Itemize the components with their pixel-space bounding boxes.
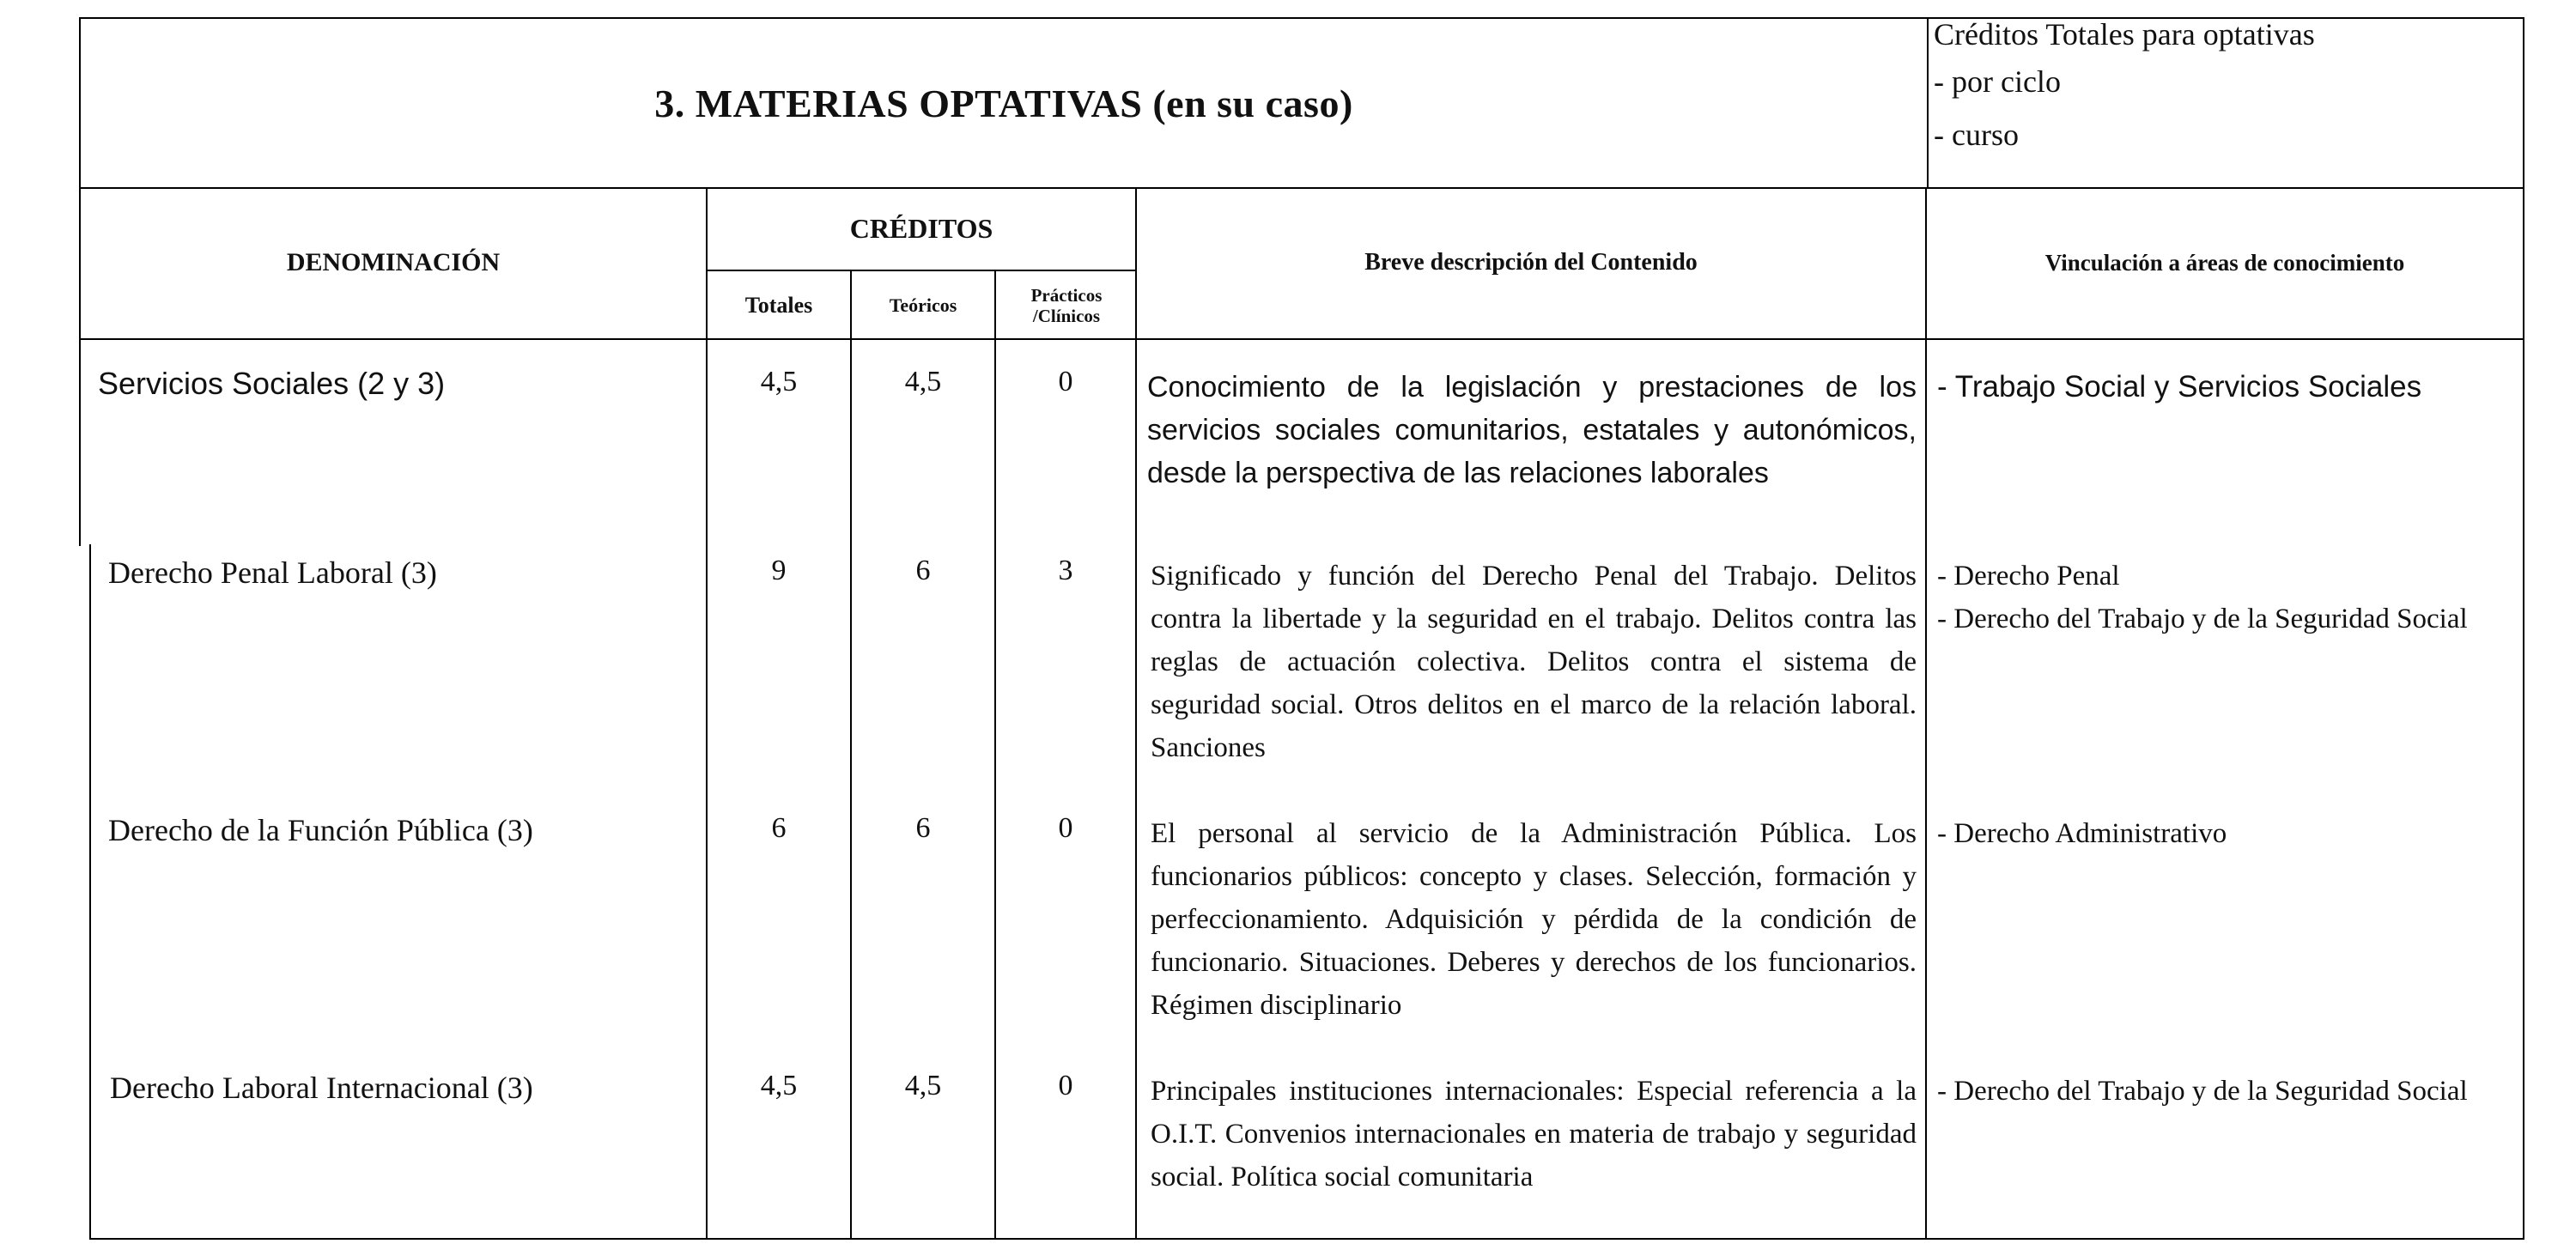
credits-teoricos: 6 (915, 555, 931, 586)
credits-teoricos: 4,5 (904, 366, 942, 397)
knowledge-areas (1937, 366, 2512, 409)
subject-name: Derecho Penal Laboral (3) (108, 555, 437, 590)
subject-name: Derecho Laboral Internacional (3) (110, 1071, 533, 1105)
credits-practicos: 0 (1058, 366, 1073, 397)
subject-description: Conocimiento de la legislación y prestaciones de los servicios sociales comunitarios, estatales y autonómicos, desde la perspectiva de las relaciones laborales (1147, 371, 1917, 489)
col-denominacion: DENOMINACIÓN (81, 187, 708, 338)
rule-bottom (89, 1238, 2524, 1240)
credits-per-cycle-label: - por ciclo (1934, 64, 2061, 99)
credits-per-course-label: - curso (1934, 118, 2019, 152)
credits-practicos: 0 (1058, 1070, 1073, 1101)
credits-teoricos: 6 (915, 812, 931, 844)
knowledge-area: - Derecho del Trabajo y de la Seguridad Social (1937, 1076, 2468, 1107)
credits-practicos: 3 (1058, 555, 1073, 586)
knowledge-area: - Trabajo Social y Servicios Sociales (1937, 370, 2422, 403)
rule-left-bottom (89, 544, 91, 1240)
col-vinculacion: Vinculación a áreas de conocimiento (2044, 249, 2405, 276)
rule-teoricos-right (994, 340, 996, 1240)
credits-totales: 4,5 (760, 366, 798, 397)
col-descripcion: Breve descripción del Contenido (1137, 187, 1927, 338)
rule-right (2523, 340, 2524, 1240)
credits-teoricos: 4,5 (904, 1070, 942, 1101)
knowledge-area: - Derecho Penal (1937, 561, 2120, 592)
section-title: 3. MATERIAS OPTATIVAS (en su caso) (654, 81, 1353, 125)
section-header (79, 17, 2524, 189)
col-creditos-group (708, 187, 1137, 338)
rule-denom-right (706, 340, 708, 1240)
knowledge-areas (1937, 1070, 2512, 1113)
subject-description: Significado y función del Derecho Penal del Trabajo. Delitos contra la libertade y la seguridad en el trabajo. Delitos contra las reglas de actuación colectiva. Delitos contra el sistema de seguridad social. Otros delitos en el marco de la relación laboral. Sanciones (1151, 561, 1917, 763)
col-totales: Totales (708, 271, 852, 340)
credits-totales: 4,5 (760, 1070, 798, 1101)
col-teoricos: Teóricos (852, 271, 996, 340)
rule-desc-right (1925, 340, 1927, 1240)
rule-left-top (79, 340, 81, 546)
rule-practicos-right (1135, 340, 1137, 1240)
credits-total-box (1927, 19, 2523, 187)
credits-totales: 9 (771, 555, 787, 586)
section-title-cell (81, 19, 1927, 187)
knowledge-areas (1937, 555, 2512, 640)
knowledge-area: - Derecho Administrativo (1937, 818, 2227, 849)
knowledge-areas (1937, 812, 2512, 855)
subject-name: Derecho de la Función Pública (3) (108, 813, 533, 847)
credits-totales: 6 (771, 812, 787, 844)
subject-description: El personal al servicio de la Administración Pública. Los funcionarios públicos: concepto y clases. Selección, formación y perfeccionamiento. Adquisición y pérdida de la condición de funcionario. Situaciones. Deberes y derechos de los funcionarios. Régimen disciplinario (1151, 818, 1917, 1021)
table-body (0, 340, 2576, 1241)
credits-practicos: 0 (1058, 812, 1073, 844)
knowledge-area: - Derecho del Trabajo y de la Seguridad Social (1937, 604, 2468, 634)
subject-description: Principales instituciones internacionales: Especial referencia a la O.I.T. Convenios internacionales en materia de trabajo y seguridad social. Política social comunitaria (1151, 1076, 1917, 1192)
col-practicos: Prácticos /Clínicos (1030, 285, 1103, 326)
col-creditos: CRÉDITOS (708, 187, 1135, 271)
credits-total-label: Créditos Totales para optativas (1934, 17, 2315, 52)
subject-name: Servicios Sociales (2 y 3) (98, 366, 446, 401)
rule-totales-right (850, 340, 852, 1240)
column-header-row (79, 187, 2524, 340)
